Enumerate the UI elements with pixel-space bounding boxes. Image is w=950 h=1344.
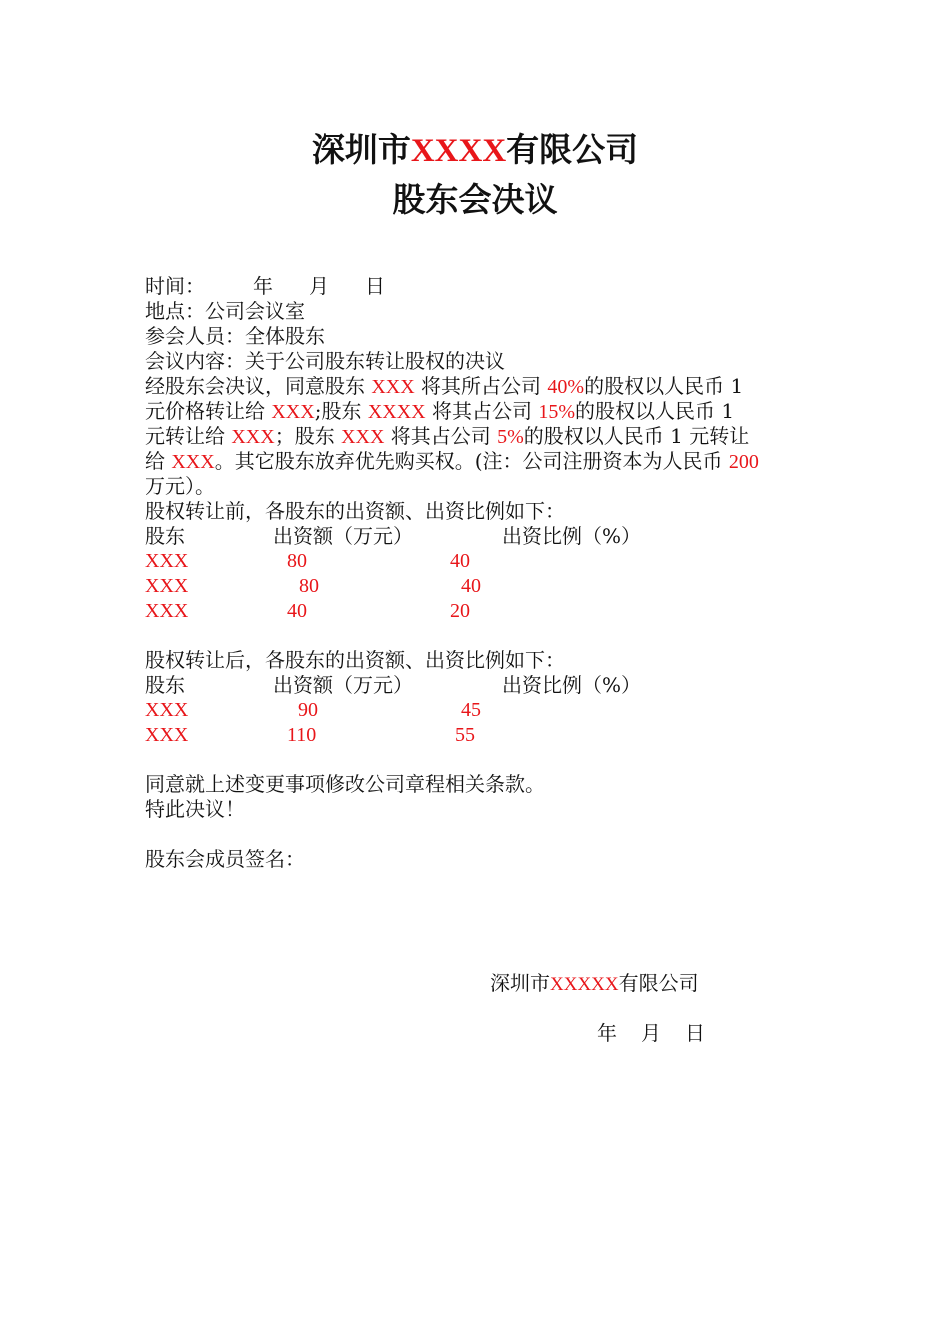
before-row-1-ratio: 40	[450, 550, 470, 572]
before-header-ratio: 出资比例（%）	[502, 524, 642, 548]
footer-company-suffix: 有限公司	[618, 971, 699, 995]
shareholder-placeholder: XXX	[171, 451, 215, 473]
title-suffix: 有限公司	[506, 130, 639, 169]
before-row-1-holder: XXX	[145, 550, 189, 572]
after-header-ratio: 出资比例（%）	[502, 673, 642, 697]
after-header-amount: 出资额（万元）	[273, 673, 413, 697]
time-year: 年	[253, 274, 273, 298]
share-percent: 15%	[538, 401, 575, 423]
share-percent: 5%	[497, 426, 524, 448]
registered-capital: 200	[728, 451, 759, 473]
after-row-2-amount: 110	[287, 724, 317, 746]
meeting-time	[145, 274, 385, 299]
resolution-text: ；股东	[274, 424, 342, 448]
resolution-line-2	[145, 399, 734, 425]
title-company-placeholder: XXXX	[410, 133, 507, 169]
resolution-line-3	[145, 424, 749, 450]
footer-company-placeholder: XXXXX	[550, 974, 619, 995]
before-row-3-ratio: 20	[450, 600, 470, 622]
before-row-3-amount: 40	[287, 600, 307, 622]
before-row-3-holder: XXX	[145, 600, 189, 622]
resolution-text: 。其它股东放弃优先购买权。(注：公司注册资本为人民币	[214, 449, 729, 473]
before-row-1-amount: 80	[287, 550, 307, 572]
before-intro: 股权转让前，各股东的出资额、出资比例如下：	[145, 499, 565, 523]
resolution-text: 的股权以人民币 1 元转让	[523, 424, 750, 448]
after-intro: 股权转让后，各股东的出资额、出资比例如下：	[145, 648, 565, 672]
before-header-holder: 股东	[145, 524, 185, 548]
before-header-amount: 出资额（万元）	[273, 524, 413, 548]
after-row-2-ratio: 55	[455, 724, 475, 746]
resolution-text: ;股东	[314, 399, 368, 423]
after-row-1-ratio: 45	[461, 699, 481, 721]
share-percent: 40%	[547, 376, 585, 398]
shareholder-placeholder: XXX	[231, 426, 275, 448]
resolution-text: 给	[145, 449, 172, 473]
shareholder-placeholder: XXX	[341, 426, 385, 448]
meeting-place: 地点：公司会议室	[145, 299, 305, 323]
resolution-text: 元价格转让给	[145, 399, 272, 423]
resolution-text: 的股权以人民币 1	[574, 399, 735, 423]
meeting-attendees: 参会人员：全体股东	[145, 324, 325, 348]
resolution-line-5: 万元）。	[145, 474, 215, 498]
resolution-line-4	[145, 449, 759, 475]
footer-company	[490, 971, 699, 997]
resolution-text: 将其所占公司	[414, 374, 548, 398]
shareholder-placeholder: XXX	[271, 401, 315, 423]
time-month: 月	[309, 274, 329, 298]
footer-company-prefix: 深圳市	[490, 971, 550, 995]
after-row-2-holder: XXX	[145, 724, 189, 746]
footer-year: 年	[597, 1021, 617, 1045]
resolution-text: 将其占公司	[384, 424, 498, 448]
after-header-holder: 股东	[145, 673, 185, 697]
resolution-text: 经股东会决议，同意股东	[145, 374, 372, 398]
footer-date	[597, 1021, 705, 1046]
before-row-2-ratio: 40	[461, 575, 481, 597]
title-prefix: 深圳市	[311, 130, 411, 169]
time-label: 时间：	[145, 274, 205, 298]
before-row-2-amount: 80	[299, 575, 319, 597]
meeting-content: 会议内容：关于公司股东转让股权的决议	[145, 349, 505, 373]
hereby-statement: 特此决议！	[145, 797, 245, 821]
resolution-line-1	[145, 374, 743, 400]
shareholder-placeholder: XXX	[371, 376, 415, 398]
footer-day: 日	[685, 1021, 705, 1045]
document-title	[0, 130, 950, 171]
document-subtitle: 股东会决议	[392, 180, 558, 219]
time-day: 日	[365, 274, 385, 298]
signature-label: 股东会成员签名：	[145, 847, 305, 871]
footer-month: 月	[641, 1021, 661, 1045]
agree-statement: 同意就上述变更事项修改公司章程相关条款。	[145, 772, 545, 796]
resolution-text: 元转让给	[145, 424, 232, 448]
resolution-text: 将其占公司	[425, 399, 539, 423]
resolution-text: 的股权以人民币 1	[584, 374, 744, 398]
after-row-1-amount: 90	[298, 699, 318, 721]
before-row-2-holder: XXX	[145, 575, 189, 597]
after-row-1-holder: XXX	[145, 699, 189, 721]
shareholder-placeholder: XXXX	[367, 401, 426, 423]
